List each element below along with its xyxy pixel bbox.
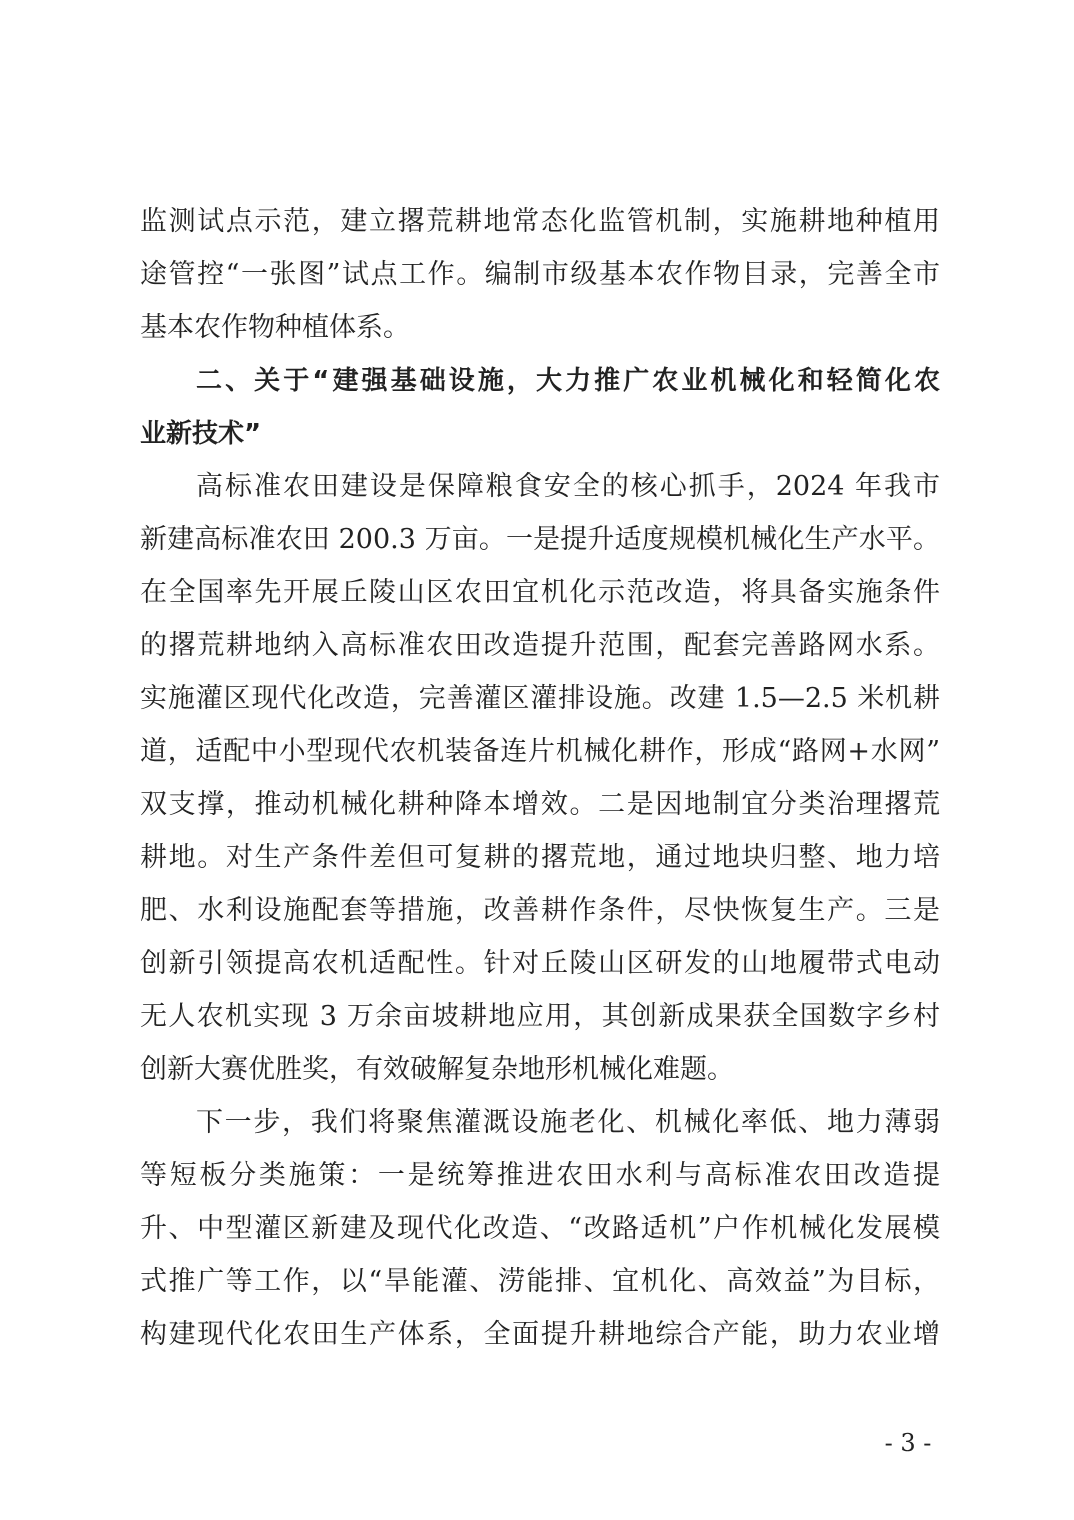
page-number: - 3 - <box>884 1429 932 1457</box>
body-line: 耕地。对生产条件差但可复耕的撂荒地，通过地块归整、地力培 <box>140 842 940 873</box>
body-line: 双支撑，推动机械化耕种降本增效。二是因地制宜分类治理撂荒 <box>140 789 940 820</box>
body-line: 等短板分类施策：一是统筹推进农田水利与高标准农田改造提 <box>140 1160 940 1191</box>
body-line: 实施灌区现代化改造，完善灌区灌排设施。改建 1.5—2.5 米机耕 <box>140 683 940 714</box>
body-line: 创新大赛优胜奖，有效破解复杂地形机械化难题。 <box>140 1054 734 1085</box>
body-line: 高标准农田建设是保障粮食安全的核心抓手，2024 年我市 <box>196 471 940 502</box>
body-line: 无人农机实现 3 万余亩坡耕地应用，其创新成果获全国数字乡村 <box>140 1001 940 1032</box>
body-line: 道，适配中小型现代农机装备连片机械化耕作，形成“路网+水网” <box>140 736 940 767</box>
body-line: 式推广等工作，以“旱能灌、涝能排、宜机化、高效益”为目标， <box>140 1266 940 1297</box>
body-line: 创新引领提高农机适配性。针对丘陵山区研发的山地履带式电动 <box>140 948 940 979</box>
section-heading-line: 二、关于“建强基础设施，大力推广农业机械化和轻简化农 <box>196 366 940 396</box>
body-line: 下一步，我们将聚焦灌溉设施老化、机械化率低、地力薄弱 <box>196 1107 940 1138</box>
section-heading-line: 业新技术” <box>140 419 262 449</box>
body-line: 基本农作物种植体系。 <box>140 312 410 343</box>
body-line: 途管控“一张图”试点工作。编制市级基本农作物目录，完善全市 <box>140 259 940 290</box>
body-line: 肥、水利设施配套等措施，改善耕作条件，尽快恢复生产。三是 <box>140 895 940 926</box>
body-line: 监测试点示范，建立撂荒耕地常态化监管机制，实施耕地种植用 <box>140 206 940 237</box>
body-line: 的撂荒耕地纳入高标准农田改造提升范围，配套完善路网水系。 <box>140 630 940 661</box>
body-line: 新建高标准农田 200.3 万亩。一是提升适度规模机械化生产水平。 <box>140 524 940 555</box>
body-line: 在全国率先开展丘陵山区农田宜机化示范改造，将具备实施条件 <box>140 577 940 608</box>
body-line: 升、中型灌区新建及现代化改造、“改路适机”户作机械化发展模 <box>140 1213 940 1244</box>
body-line: 构建现代化农田生产体系，全面提升耕地综合产能，助力农业增 <box>140 1319 940 1350</box>
